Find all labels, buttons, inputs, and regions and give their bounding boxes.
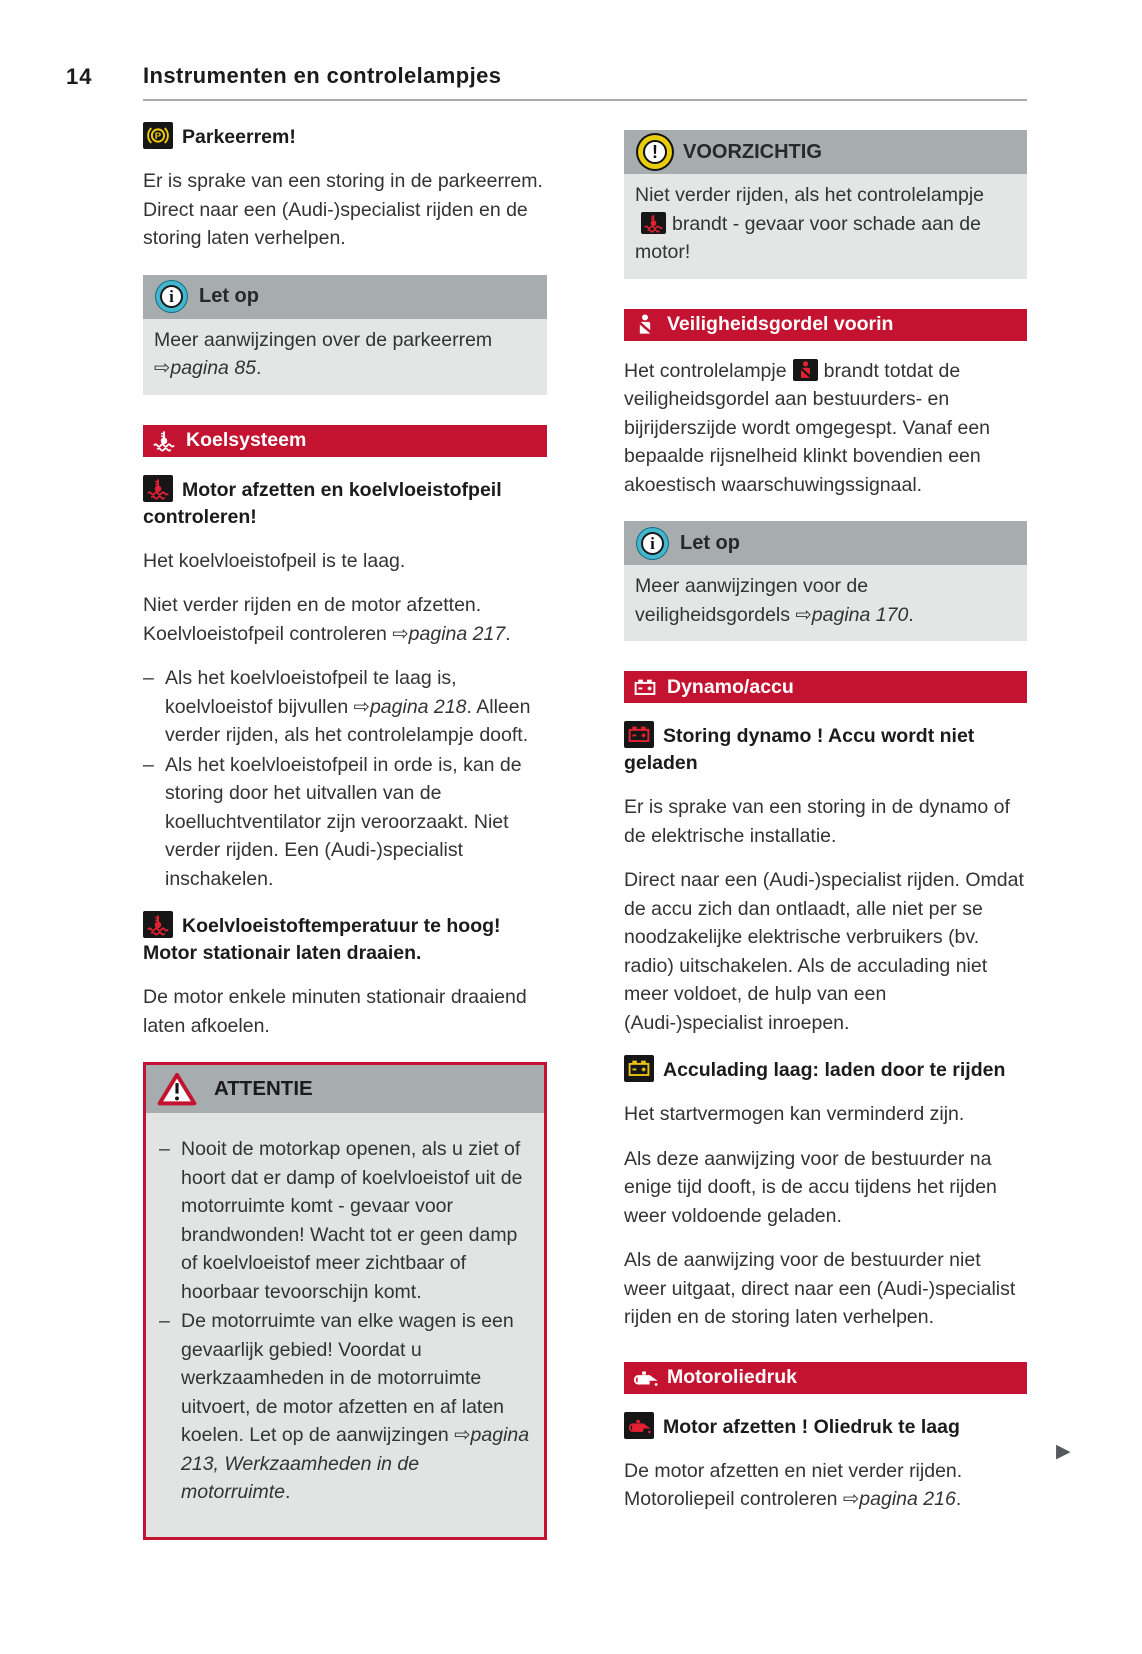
page-ref: pagina 218 bbox=[369, 695, 467, 718]
right-column bbox=[624, 116, 1027, 1530]
paragraph: Het startvermogen kan verminderd zijn. bbox=[624, 1103, 965, 1125]
banner-label: Koelsysteem bbox=[186, 429, 307, 452]
page-ref: pagina 85 bbox=[170, 357, 257, 379]
page-ref: pagina 216 bbox=[859, 1488, 956, 1510]
caution-body bbox=[624, 174, 1027, 279]
list-item bbox=[143, 664, 547, 750]
attention-title: ATTENTIE bbox=[214, 1076, 313, 1100]
note-text: Meer aanwijzingen voor de veiligheidsgordels bbox=[635, 575, 869, 626]
seatbelt-warning-lamp-icon bbox=[793, 359, 818, 381]
page-ref: pagina 213, Werkzaamheden in de motorruimte bbox=[181, 1424, 530, 1503]
caution-title: VOORZICHTIG bbox=[683, 140, 822, 163]
heading-oliedruk bbox=[624, 1412, 1027, 1441]
note-box-parkeerrem bbox=[143, 275, 547, 395]
left-column bbox=[143, 116, 547, 1540]
list-item-text: Als het koelvloeistofpeil te laag is, koelvloeistof bijvullen bbox=[165, 667, 457, 718]
paragraph-text: brandt totdat de veiligheidsgordel aan bestuurders- en bijrijderszijde wordt omgegespt. Vanaf een bepaalde rijsnelheid klinkt bovendien een akoestisch waarschuwingssignaal. bbox=[624, 359, 991, 496]
caution-box bbox=[624, 130, 1027, 279]
page-ref-arrow: ⇨ bbox=[842, 1487, 860, 1510]
page-continuation-arrow: ▶ bbox=[1056, 1440, 1071, 1462]
page-ref-arrow: ⇨ bbox=[353, 694, 370, 718]
parkeerrem-paragraph: Er is sprake van een storing in de parkeerrem. Direct naar een (Audi-)specialist rijden en de storing laten verhelpen. bbox=[143, 170, 543, 249]
page-ref-arrow: ⇨ bbox=[392, 621, 409, 645]
paragraph-suffix: . bbox=[955, 1488, 962, 1510]
list-item: – Als het koelvloeistofpeil in orde is, kan de storing door het uitvallen van de koelluchtventilator zijn veroorzaakt. Niet verder rijden. Een (Audi-)specialist inschakelen. bbox=[143, 751, 547, 894]
bullet-list-koelsysteem bbox=[143, 664, 547, 893]
oil-warning-lamp-icon bbox=[624, 1412, 654, 1439]
paragraph: De motor enkele minuten stationair draaiend laten afkoelen. bbox=[143, 986, 527, 1037]
paragraph: Er is sprake van een storing in de dynamo of de elektrische installatie. bbox=[624, 796, 1010, 847]
page-ref-arrow: ⇨ bbox=[795, 602, 812, 626]
page-number: 14 bbox=[66, 64, 93, 89]
oil-can-icon bbox=[632, 1366, 658, 1389]
heading-label: Motor afzetten ! Oliedruk te laag bbox=[663, 1415, 960, 1438]
list-item-suffix: . Alleen verder rijden, als het controlelampje dooft. bbox=[165, 695, 531, 746]
heading-parkeerrem bbox=[143, 122, 547, 151]
header-rule bbox=[143, 99, 1027, 101]
list-item-suffix: . bbox=[285, 1481, 291, 1503]
paragraph: Het koelvloeistofpeil is te laag. bbox=[143, 549, 406, 572]
paragraph: Als de aanwijzing voor de bestuurder niet weer uitgaat, direct naar een (Audi-)specialist rijden en de storing laten verhelpen. bbox=[624, 1249, 1016, 1328]
paragraph-text: De motor afzetten en niet verder rijden. Motoroliepeil controleren bbox=[624, 1459, 963, 1510]
heading-label: Acculading laag: laden door te rijden bbox=[663, 1059, 1006, 1081]
paragraph-with-ref bbox=[143, 591, 547, 648]
battery-warning-lamp-icon bbox=[624, 721, 654, 748]
note-body bbox=[624, 565, 1027, 641]
section-banner-koelsysteem bbox=[143, 425, 547, 457]
attention-list bbox=[159, 1135, 531, 1507]
heading-storing-dynamo bbox=[624, 721, 1027, 777]
heading-koelvloeistofpeil bbox=[143, 475, 547, 531]
paragraph-suffix: . bbox=[505, 622, 511, 645]
page-ref: pagina 170 bbox=[811, 603, 909, 626]
section-banner-veiligheidsgordel bbox=[624, 309, 1027, 341]
heading-label: Motor afzetten en koelvloeistofpeil controleren! bbox=[143, 478, 502, 528]
list-item: – Nooit de motorkap openen, als u ziet of hoort dat er damp of koelvloeistof uit de motorruimte komt - gevaar voor brandwonden! Wacht tot er geen damp of koelvloeistof meer zichtbaar of hoorbaar tevoorschijn komt. bbox=[159, 1135, 531, 1306]
heading-label: Koelvloeistoftemperatuur te hoog! Motor stationair laten draaien. bbox=[143, 915, 501, 964]
banner-label: Veiligheidsgordel voorin bbox=[667, 313, 894, 336]
caution-header bbox=[624, 130, 1027, 174]
caution-text: brandt - gevaar voor schade aan de motor! bbox=[635, 212, 981, 263]
section-banner-dynamo-accu bbox=[624, 671, 1027, 703]
note-text: Meer aanwijzingen over de parkeerrem bbox=[154, 328, 493, 351]
note-body bbox=[143, 319, 547, 395]
note-text-suffix: . bbox=[256, 357, 262, 379]
info-icon: i bbox=[641, 532, 664, 555]
note-box-gordel bbox=[624, 521, 1027, 641]
coolant-warning-lamp-icon bbox=[641, 212, 666, 234]
exclamation-icon: ! bbox=[643, 140, 667, 164]
page-title: Instrumenten en controlelampjes bbox=[143, 63, 502, 88]
info-icon: i bbox=[160, 285, 183, 308]
paragraph-text: Het controlelampje bbox=[624, 359, 787, 382]
attention-header bbox=[146, 1065, 544, 1113]
heading-label: Storing dynamo ! Accu wordt niet geladen bbox=[624, 725, 975, 774]
page-ref-arrow: ⇨ bbox=[154, 356, 171, 379]
paragraph: Direct naar een (Audi-)specialist rijden. Omdat de accu zich dan ontlaadt, alle niet per se noodzakelijke elektrische verbruikers (bv. radio) uitschakelen. Als de acculading niet meer voldoet, de hulp van een (Audi-)specialist inroepen. bbox=[624, 869, 1024, 1034]
heading-parkeerrem-label: Parkeerrem! bbox=[182, 126, 296, 148]
coolant-warning-lamp-icon bbox=[143, 475, 173, 502]
battery-warning-lamp-icon bbox=[624, 1055, 654, 1082]
coolant-icon bbox=[151, 429, 177, 452]
heading-acculading bbox=[624, 1055, 1027, 1084]
note-title: Let op bbox=[680, 531, 740, 554]
section-banner-motoroliedruk bbox=[624, 1362, 1027, 1394]
list-item-text: De motorruimte van elke wagen is een gevaarlijk gebied! Voordat u werkzaamheden in de motorruimte uitvoert, de motor afzetten en af laten koelen. Let op de aanwijzingen bbox=[181, 1310, 514, 1446]
note-header bbox=[624, 521, 1027, 565]
page-ref: pagina 217 bbox=[408, 622, 506, 645]
gordel-paragraph bbox=[624, 357, 1027, 500]
paragraph-text: Niet verder rijden en de motor afzetten. Koelvloeistofpeil controleren bbox=[143, 594, 482, 645]
coolant-warning-lamp-icon bbox=[143, 911, 173, 938]
caution-text: Niet verder rijden, als het controlelampje bbox=[635, 184, 985, 206]
paragraph: Als deze aanwijzing voor de bestuurder na enige tijd dooft, is de accu tijdens het rijden weer voldoende geladen. bbox=[624, 1147, 997, 1227]
seatbelt-icon bbox=[632, 313, 658, 336]
note-text-suffix: . bbox=[908, 603, 914, 626]
attention-box bbox=[143, 1062, 547, 1540]
list-item bbox=[159, 1307, 531, 1507]
parking-brake-icon bbox=[143, 122, 173, 149]
page-ref-arrow: ⇨ bbox=[454, 1423, 471, 1446]
heading-koelvloeistoftemperatuur bbox=[143, 911, 547, 967]
attention-body bbox=[146, 1113, 544, 1537]
warning-triangle-icon bbox=[157, 1072, 197, 1106]
banner-label: Motoroliedruk bbox=[667, 1366, 797, 1389]
banner-label: Dynamo/accu bbox=[667, 675, 794, 698]
note-title: Let op bbox=[199, 285, 259, 308]
paragraph-with-ref bbox=[624, 1457, 1027, 1514]
note-header bbox=[143, 275, 547, 319]
battery-icon bbox=[632, 676, 658, 699]
